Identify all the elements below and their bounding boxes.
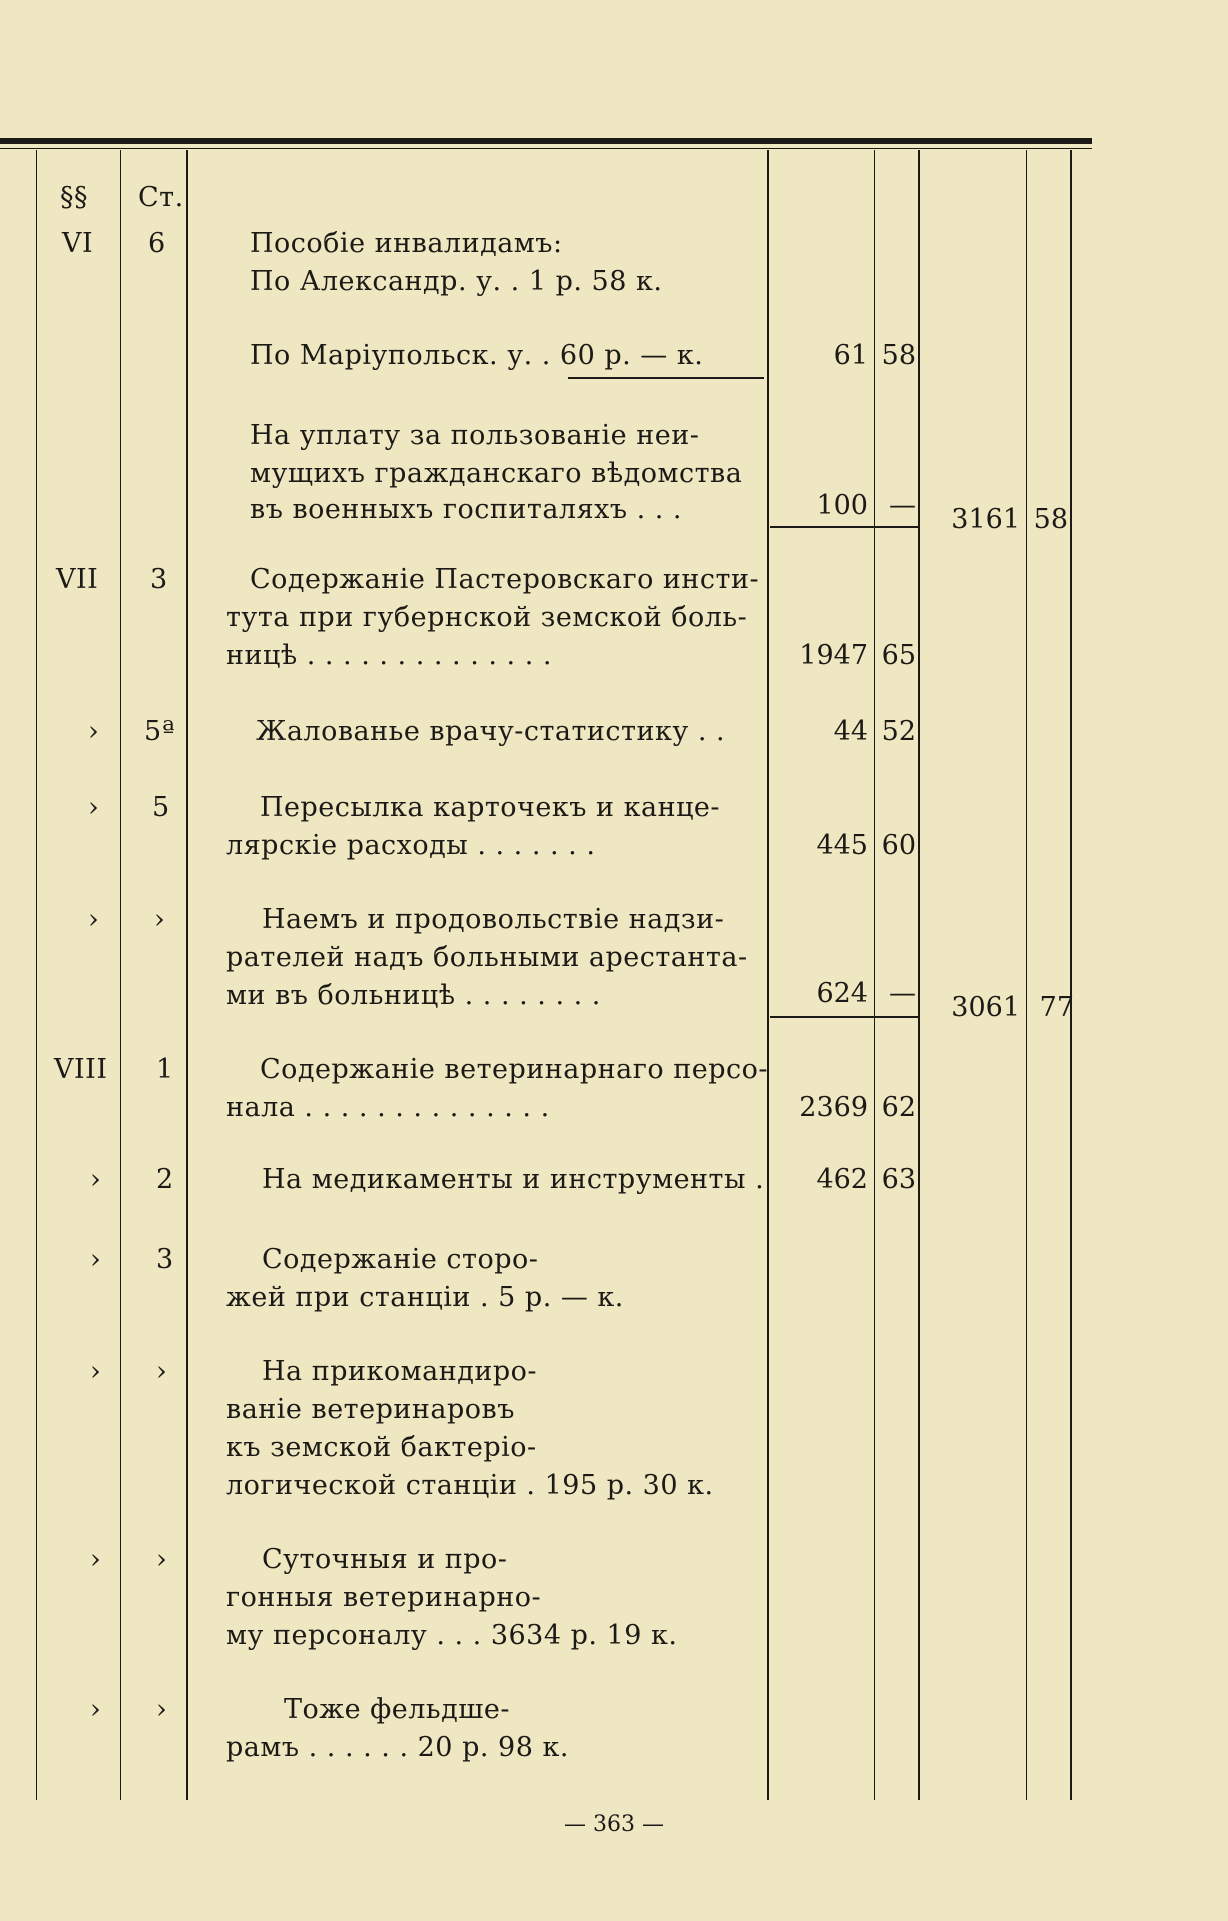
amount-rubles: 44 bbox=[833, 716, 868, 747]
article-mark: › bbox=[156, 1694, 168, 1725]
total-rubles: 3061 bbox=[951, 992, 1020, 1023]
item-text-line: мущихъ гражданскаго вѣдомства bbox=[250, 458, 743, 489]
item-text-line: въ военныхъ госпиталяхъ . . . bbox=[250, 494, 682, 525]
item-text-line: жей при станціи . 5 р. — к. bbox=[226, 1282, 624, 1313]
article-number: 6 bbox=[148, 228, 166, 259]
item-text-line: Содержаніе ветеринарнаго персо- bbox=[260, 1054, 769, 1085]
sum-rule bbox=[770, 1016, 920, 1018]
amount-kopecks: 63 bbox=[881, 1164, 916, 1195]
item-text-line: Тоже фельдше- bbox=[284, 1694, 510, 1725]
article-header: Ст. bbox=[138, 182, 184, 213]
article-mark: › bbox=[156, 1356, 168, 1387]
amount-rubles: 100 bbox=[816, 490, 868, 521]
item-text-line: По Александр. у. . 1 р. 58 к. bbox=[250, 266, 663, 297]
section-number: VI bbox=[62, 228, 94, 259]
section-mark: › bbox=[90, 1356, 102, 1387]
article-mark: › bbox=[156, 1544, 168, 1575]
article-number: 5 bbox=[152, 792, 170, 823]
section-mark: › bbox=[88, 716, 100, 747]
article-number: 3 bbox=[150, 564, 168, 595]
amount-kopecks: 52 bbox=[881, 716, 916, 747]
column-rule bbox=[120, 150, 121, 1800]
amount-kopecks: — bbox=[889, 490, 916, 521]
total-rubles: 3161 bbox=[951, 504, 1020, 535]
article-number: 5ª bbox=[144, 716, 176, 747]
item-text-line: Содержаніе Пастеровскаго инсти- bbox=[250, 564, 760, 595]
item-text-line: Суточныя и про- bbox=[262, 1544, 508, 1575]
item-text-line: По Маріупольск. у. . 60 р. — к. bbox=[250, 340, 704, 371]
item-text-line: Жалованье врачу-статистику . . bbox=[256, 716, 726, 747]
amount-rubles: 1947 bbox=[799, 640, 868, 671]
section-number: VII bbox=[56, 564, 99, 595]
item-text-line: гонныя ветеринарно- bbox=[226, 1582, 542, 1613]
article-number: 1 bbox=[156, 1054, 174, 1085]
article-mark: › bbox=[154, 904, 166, 935]
section-header: §§ bbox=[60, 182, 88, 213]
column-rule bbox=[186, 150, 188, 1800]
section-mark: › bbox=[90, 1694, 102, 1725]
column-rule bbox=[874, 150, 875, 1800]
item-text-line: На прикомандиро- bbox=[262, 1356, 538, 1387]
amount-rubles: 624 bbox=[816, 978, 868, 1009]
top-rule bbox=[0, 138, 1092, 144]
item-text-line: Пособіе инвалидамъ: bbox=[250, 228, 563, 259]
section-number: VIII bbox=[54, 1054, 108, 1085]
amount-kopecks: 58 bbox=[881, 340, 916, 371]
section-mark: › bbox=[90, 1544, 102, 1575]
amount-rubles: 2369 bbox=[799, 1092, 868, 1123]
amount-kopecks: — bbox=[889, 978, 916, 1009]
column-rule bbox=[36, 150, 37, 1800]
subtotal-underline bbox=[568, 377, 764, 379]
column-rule bbox=[1026, 150, 1027, 1800]
amount-kopecks: 62 bbox=[881, 1092, 916, 1123]
column-rule bbox=[767, 150, 769, 1800]
item-text-line: лярскіе расходы . . . . . . . bbox=[226, 830, 596, 861]
item-text-line: Содержаніе сторо- bbox=[262, 1244, 539, 1275]
item-text-line: ваніе ветеринаровъ bbox=[226, 1394, 515, 1425]
column-rule bbox=[1070, 150, 1072, 1800]
item-text-line: тута при губернской земской боль- bbox=[226, 602, 748, 633]
item-text-line: къ земской бактеріо- bbox=[226, 1432, 537, 1463]
item-text-line: рамъ . . . . . . 20 р. 98 к. bbox=[226, 1732, 569, 1763]
total-kopecks: 77 bbox=[1039, 992, 1074, 1023]
item-text-line: му персоналу . . . 3634 р. 19 к. bbox=[226, 1620, 678, 1651]
item-text-line: На медикаменты и инструменты . bbox=[262, 1164, 765, 1195]
section-mark: › bbox=[90, 1244, 102, 1275]
item-text-line: нала . . . . . . . . . . . . . . bbox=[226, 1092, 550, 1123]
amount-rubles: 445 bbox=[816, 830, 868, 861]
section-mark: › bbox=[88, 904, 100, 935]
amount-kopecks: 60 bbox=[881, 830, 916, 861]
total-kopecks: 58 bbox=[1033, 504, 1068, 535]
item-text-line: логической станціи . 195 р. 30 к. bbox=[226, 1470, 714, 1501]
item-text-line: ми въ больницѣ . . . . . . . . bbox=[226, 980, 601, 1011]
article-number: 3 bbox=[156, 1244, 174, 1275]
section-mark: › bbox=[88, 792, 100, 823]
amount-kopecks: 65 bbox=[881, 640, 916, 671]
column-rule bbox=[918, 150, 920, 1800]
top-rule-thin bbox=[0, 148, 1092, 149]
page-number: — 363 — bbox=[564, 1812, 664, 1837]
amount-rubles: 462 bbox=[816, 1164, 868, 1195]
item-text-line: Наемъ и продовольствіе надзи- bbox=[262, 904, 725, 935]
item-text-line: Пересылка карточекъ и канце- bbox=[260, 792, 721, 823]
item-text-line: рателей надъ больными арестанта- bbox=[226, 942, 748, 973]
article-number: 2 bbox=[156, 1164, 174, 1195]
amount-rubles: 61 bbox=[833, 340, 868, 371]
item-text-line: На уплату за пользованіе неи- bbox=[250, 420, 700, 451]
section-mark: › bbox=[90, 1164, 102, 1195]
item-text-line: ницѣ . . . . . . . . . . . . . . bbox=[226, 640, 552, 671]
sum-rule bbox=[770, 526, 920, 528]
